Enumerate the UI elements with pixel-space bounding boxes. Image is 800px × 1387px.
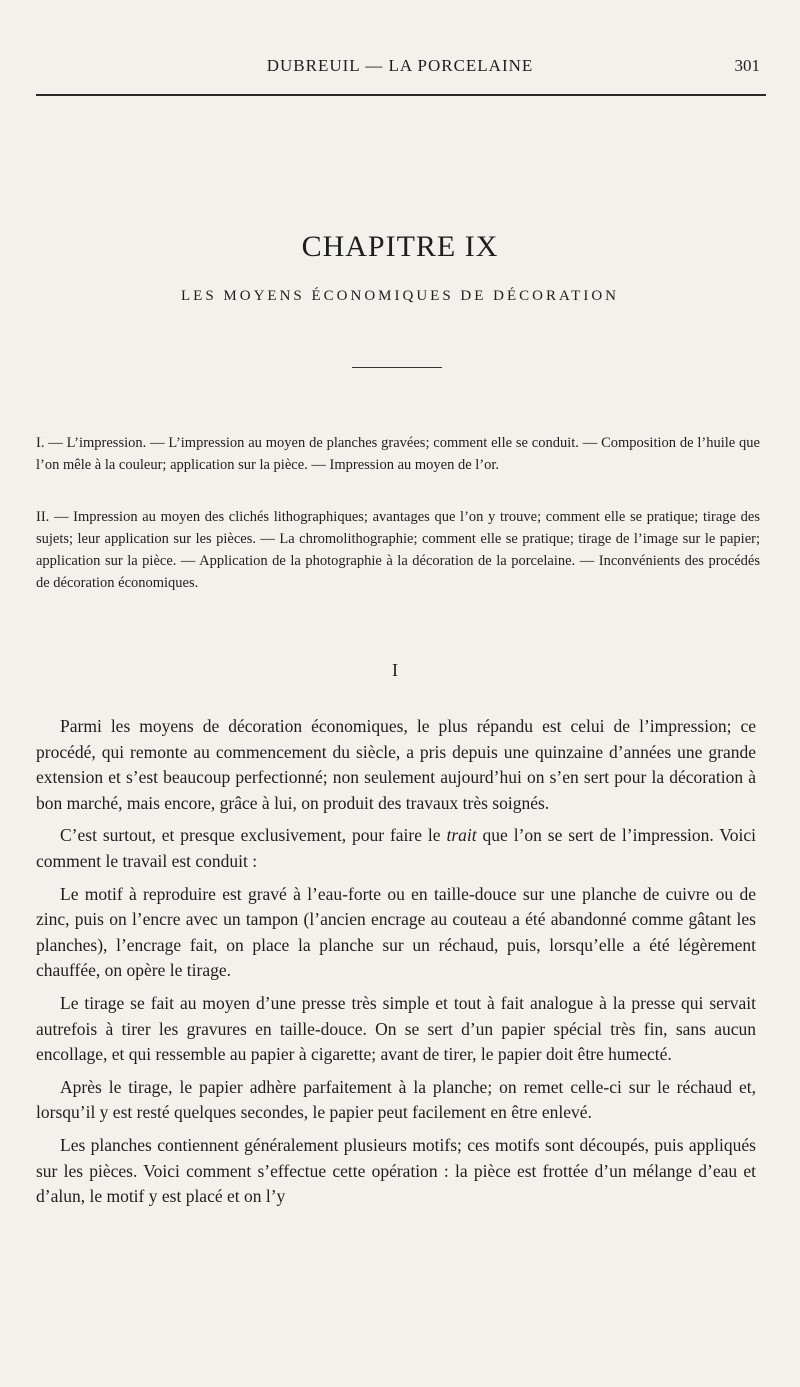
paragraph-4: Le tirage se fait au moyen d’une presse très simple et tout à fait analogue à la presse qui servait autrefois à tirer les gravures en taille-douce. On se sert d’un papier spécial très fin, sans aucun encollage, et qui ressemble au papier à cigarette; avant de tirer, le papier doit être humecté. bbox=[36, 992, 756, 1065]
chapter-title: CHAPITRE IX bbox=[301, 230, 499, 263]
summary-text: I. — L’impression. — L’impression au moyen de planches gravées; comment elle se conduit. — Composition de l’huile que l’on mêle à la couleur; application sur la pièce. — Impression au moyen de l’or. bbox=[36, 435, 760, 473]
page-number: 301 bbox=[734, 56, 760, 75]
chapter-divider bbox=[352, 367, 442, 368]
paragraph-2-start: C’est surtout, et presque exclusivement, pour faire le bbox=[60, 825, 447, 846]
header-rule bbox=[36, 94, 766, 96]
chapter-summary-section-1 bbox=[36, 432, 760, 476]
paragraph-2 bbox=[36, 823, 756, 874]
summary-text: II. — Impression au moyen des clichés lithographiques; avantages que l’on y trouve; comment elle se pratique; tirage des sujets; leur application sur les pièces. — La chromolithographie; comment elle se pratique; tirage de l’image sur le papier; application sur la pièce. — Application de la photographie à la décoration de la porcelaine. — Inconvénients des procédés de décoration économiques. bbox=[36, 509, 760, 591]
running-head: DUBREUIL — LA PORCELAINE bbox=[266, 56, 534, 75]
chapter-summary-section-2 bbox=[36, 506, 760, 594]
paragraph-2-end: que l’on se sert de l’impression. Voici comment le travail est conduit : bbox=[36, 825, 756, 871]
paragraph-6: Les planches contiennent généralement plusieurs motifs; ces motifs sont découpés, puis appliqués sur les pièces. Voici comment s’effectue cette opération : la pièce est frottée d’un mélange d’eau et d’alun, le motif y est placé et on l’y bbox=[36, 1134, 756, 1207]
italic-term: trait bbox=[446, 825, 477, 846]
paragraph-5: Après le tirage, le papier adhère parfaitement à la planche; on remet celle-ci sur le réchaud et, lorsqu’il y est resté quelques secondes, le papier peut facilement en être enlevé. bbox=[36, 1076, 756, 1123]
paragraph-3: Le motif à reproduire est gravé à l’eau-forte ou en taille-douce sur une planche de cuivre ou de zinc, puis on l’encre avec un tampon (l’ancien encrage au couteau a été abandonné comme gâtant les planches), l’encrage fait, on place la planche sur un réchaud, puis, lorsqu’elle a été légèrement chauffée, on opère le tirage. bbox=[36, 883, 756, 981]
body-text bbox=[36, 714, 756, 1217]
paragraph-1: Parmi les moyens de décoration économiques, le plus répandu est celui de l’impression; ce procédé, qui remonte au commencement du siècle, a pris depuis une quinzaine d’années une grande extension et s’est beaucoup perfectionné; non seulement aujourd’hui on s’en sert pour la décoration à bon marché, mais encore, grâce à lui, on produit des travaux très soignés. bbox=[36, 716, 756, 813]
chapter-subtitle: LES MOYENS ÉCONOMIQUES DE DÉCORATION bbox=[181, 288, 619, 304]
section-numeral: I bbox=[392, 660, 398, 680]
